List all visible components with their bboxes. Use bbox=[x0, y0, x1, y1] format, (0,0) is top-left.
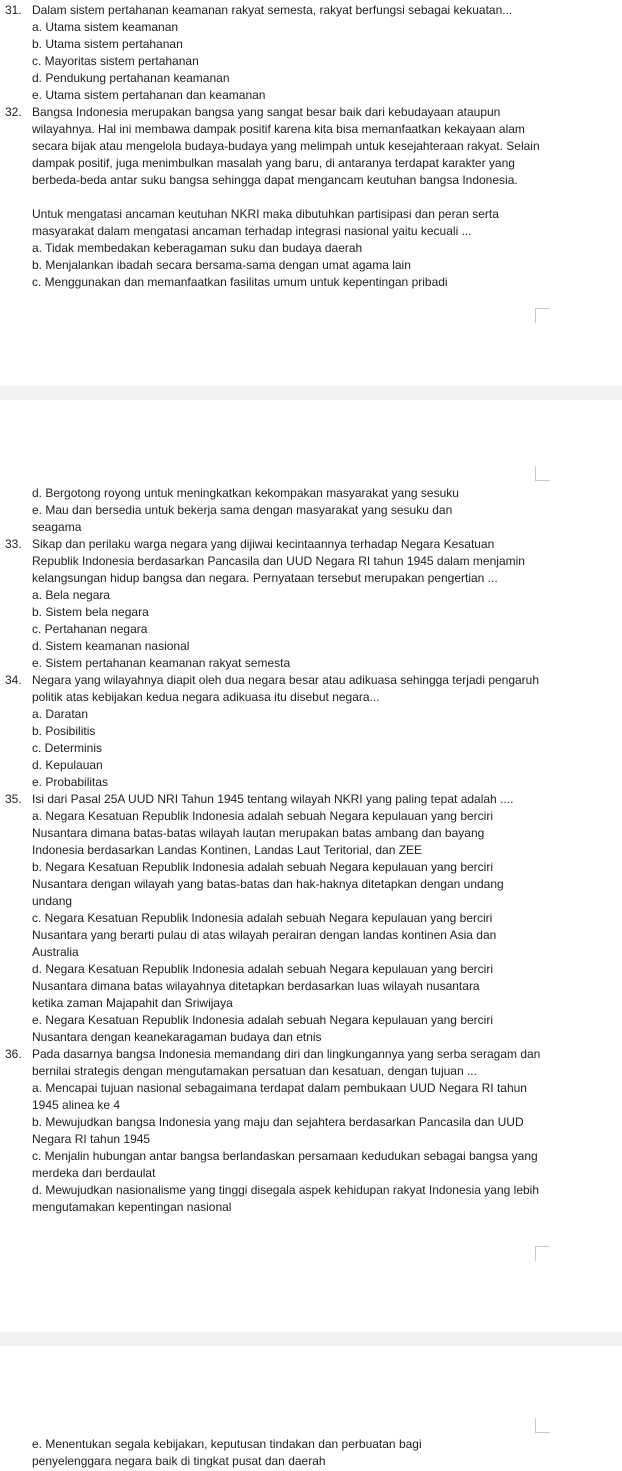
q32-instruction: Untuk mengatasi ancaman keutuhan NKRI maka dibutuhkan partisipasi dan peran serta masyarakat dalam mengatasi ancaman terhadap integrasi nasional yaitu kecuali ... bbox=[32, 207, 499, 238]
q35-option-c: c. Negara Kesatuan Republik Indonesia adalah sebuah Negara kepulauan yang berciri Nusantara yang berarti pulau di atas wilayah perairan dengan landas kontinen Asia dan Australia bbox=[32, 911, 497, 959]
question-32 bbox=[0, 104, 622, 189]
question-31 bbox=[0, 2, 622, 19]
question-text: Bangsa Indonesia merupakan bangsa yang sangat besar baik dari kebudayaan ataupun wilayahnya. Hal ini membawa dampak positif karena kita bisa memanfaatkan kekayaan alam secara bijak atau mengelola budaya-budaya yang melimpah untuk kesejahteraan rakyat. Selain dampak positif, juga menimbulkan masalah yang baru, di antaranya terdapat karakter yang berbeda-beda antar suku bangsa sehingga dapat mengancam keutuhan bangsa Indonesia. bbox=[32, 105, 540, 187]
crop-mark bbox=[535, 308, 550, 323]
page-break bbox=[0, 386, 622, 400]
q32-option-b: b. Menjalankan ibadah secara bersama-sama dengan umat agama lain bbox=[32, 258, 411, 272]
question-text: Dalam sistem pertahanan keamanan rakyat semesta, rakyat berfungsi sebagai kekuatan... bbox=[32, 3, 513, 17]
question-number: 32. bbox=[5, 105, 22, 119]
crop-mark bbox=[535, 466, 550, 481]
question-33 bbox=[0, 536, 622, 587]
q33-option-e: e. Sistem pertahanan keamanan rakyat semesta bbox=[32, 656, 291, 670]
q33-option-d: d. Sistem keamanan nasional bbox=[32, 639, 190, 653]
question-number: 35. bbox=[5, 792, 22, 806]
question-text: Pada dasarnya bangsa Indonesia memandang diri dan lingkungannya yang serba seragam dan bernilai strategis dengan mengutamakan persatuan dan kesatuan, dengan tujuan ... bbox=[32, 1047, 541, 1078]
question-text: Sikap dan perilaku warga negara yang dijiwai kecintaannya terhadap Negara Kesatuan Republik Indonesia berdasarkan Pancasila dan UUD Negara RI tahun 1945 dalam menjamin kelangsungan hidup bangsa dan negara. Pernyataan tersebut merupakan pengertian ... bbox=[32, 537, 525, 585]
page-break bbox=[0, 1332, 622, 1346]
q34-option-d: d. Kepulauan bbox=[32, 758, 103, 772]
q31-option-e: e. Utama sistem pertahanan dan keamanan bbox=[32, 88, 266, 102]
q31-option-b: b. Utama sistem pertahanan bbox=[32, 37, 183, 51]
q36-option-b: b. Mewujudkan bangsa Indonesia yang maju dan sejahtera berdasarkan Pancasila dan UUD Negara RI tahun 1945 bbox=[32, 1115, 524, 1146]
question-text: Isi dari Pasal 25A UUD NRI Tahun 1945 tentang wilayah NKRI yang paling tepat adalah .... bbox=[32, 792, 514, 806]
q35-option-d: d. Negara Kesatuan Republik Indonesia adalah sebuah Negara kepulauan yang berciri Nusantara dimana batas wilayahnya ditetapkan berdasarkan luas wilayah nusantara ketika zaman Majapahit dan Sriwijaya bbox=[32, 962, 493, 1010]
q31-option-a: a. Utama sistem keamanan bbox=[32, 20, 179, 34]
q34-option-e: e. Probabilitas bbox=[32, 775, 109, 789]
q36-option-c: c. Menjalin hubungan antar bangsa berlandaskan persamaan kedudukan sebagai bangsa yang merdeka dan berdaulat bbox=[32, 1149, 538, 1180]
q35-option-b: b. Negara Kesatuan Republik Indonesia adalah sebuah Negara kepulauan yang berciri Nusantara dengan wilayah yang batas-batas dan hak-haknya ditetapkan dengan undang undang bbox=[32, 860, 504, 908]
q36-option-a: a. Mencapai tujuan nasional sebagaimana terdapat dalam pembukaan UUD Negara RI tahun 1945 alinea ke 4 bbox=[32, 1081, 527, 1112]
q32-option-e: e. Mau dan bersedia untuk bekerja sama dengan masyarakat yang sesuku dan seagama bbox=[32, 503, 453, 534]
question-35 bbox=[0, 791, 622, 808]
question-number: 33. bbox=[5, 537, 22, 551]
q32-option-a: a. Tidak membedakan keberagaman suku dan budaya daerah bbox=[32, 241, 363, 255]
question-text: Negara yang wilayahnya diapit oleh dua negara besar atau adikuasa sehingga terjadi pengaruh politik atas kebijakan kedua negara adikuasa itu disebut negara... bbox=[32, 673, 540, 704]
q35-option-e: e. Negara Kesatuan Republik Indonesia adalah sebuah Negara kepulauan yang berciri Nusantara dengan keanekaragaman budaya dan etnis bbox=[32, 1013, 493, 1044]
q31-option-c: c. Mayoritas sistem pertahanan bbox=[32, 54, 199, 68]
page-section-2 bbox=[0, 485, 622, 1216]
q34-option-a: a. Daratan bbox=[32, 707, 89, 721]
page-section-3 bbox=[0, 1436, 622, 1470]
q36-option-d: d. Mewujudkan nasionalisme yang tinggi disegala aspek kehidupan rakyat Indonesia yang lebih mengutamakan kepentingan nasional bbox=[32, 1183, 539, 1214]
q33-option-c: c. Pertahanan negara bbox=[32, 622, 148, 636]
q34-option-b: b. Posibilitis bbox=[32, 724, 96, 738]
question-number: 36. bbox=[5, 1047, 22, 1061]
q31-option-d: d. Pendukung pertahanan keamanan bbox=[32, 71, 230, 85]
q33-option-b: b. Sistem bela negara bbox=[32, 605, 149, 619]
q35-option-a: a. Negara Kesatuan Republik Indonesia adalah sebuah Negara kepulauan yang berciri Nusantara dimana batas-batas wilayah lautan merupakan batas ambang dan bayang Indonesia berdasarkan Landas Kontinen, Landas Laut Teritorial, dan ZEE bbox=[32, 809, 493, 857]
question-number: 31. bbox=[5, 3, 22, 17]
question-36 bbox=[0, 1046, 622, 1080]
crop-mark bbox=[535, 1246, 550, 1261]
q32-option-c: c. Menggunakan dan memanfaatkan fasilitas umum untuk kepentingan pribadi bbox=[32, 275, 448, 289]
q33-option-a: a. Bela negara bbox=[32, 588, 111, 602]
q32-option-d: d. Bergotong royong untuk meningkatkan kekompakan masyarakat yang sesuku bbox=[32, 486, 459, 500]
crop-mark bbox=[535, 1418, 550, 1433]
question-34 bbox=[0, 672, 622, 706]
question-number: 34. bbox=[5, 673, 22, 687]
q36-option-e: e. Menentukan segala kebijakan, keputusan tindakan dan perbuatan bagi penyelenggara negara baik di tingkat pusat dan daerah bbox=[32, 1437, 422, 1468]
q34-option-c: c. Determinis bbox=[32, 741, 103, 755]
page-section-1 bbox=[0, 2, 622, 291]
